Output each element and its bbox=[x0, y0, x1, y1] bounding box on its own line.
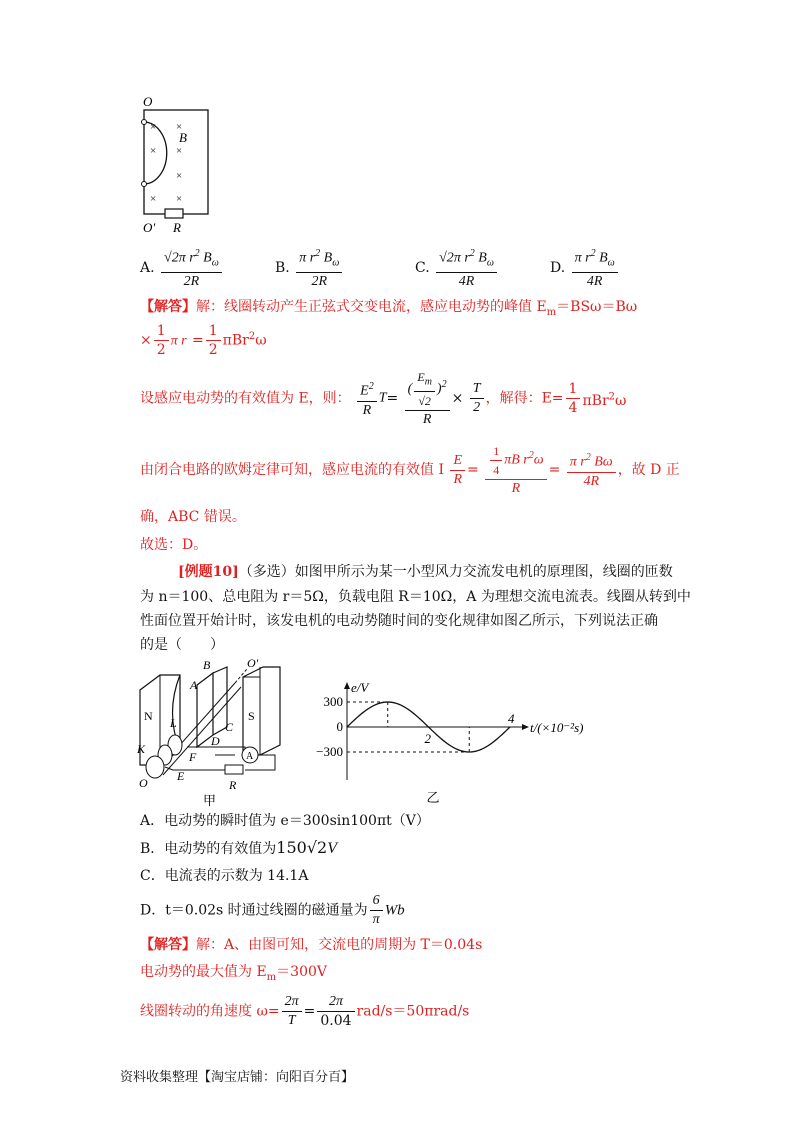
q9-option-c[interactable]: C. $\frac{√2\pi r^2 B_\omega}{4R}$ bbox=[415, 245, 499, 291]
cross-mark: × bbox=[176, 145, 183, 157]
x-axis-label: t/(×10⁻²s) bbox=[530, 720, 584, 735]
q10-option-b[interactable]: B．电动势的有效值为150√2V bbox=[140, 838, 337, 857]
q10-stem-line2: 为 n＝100、总电阻为 r＝5Ω，负载电阻 R＝10Ω，A 为理想交流电流表。线圈从转到中 bbox=[140, 589, 691, 605]
tick-label-4: 4 bbox=[508, 711, 515, 726]
caption-yi: 乙 bbox=[426, 790, 440, 805]
label-o-prime: O′ bbox=[143, 220, 156, 235]
tick-label-300: 300 bbox=[323, 694, 343, 709]
label-k: K bbox=[137, 742, 146, 756]
cross-mark: × bbox=[150, 121, 157, 133]
label-b: B bbox=[203, 658, 211, 672]
q9-answer-line5: 确，ABC 错误。 bbox=[140, 509, 246, 525]
label-o-prime: O′ bbox=[247, 656, 259, 670]
q9-answer-line2: × $\frac{1}{2}$ π r bbox=[140, 323, 187, 358]
q10-answer-line1: 【解答】解：A、由图可知，交流电的周期为 T＝0.04s bbox=[140, 937, 483, 953]
answer-tag: 【解答】 bbox=[140, 299, 196, 315]
q9-option-a[interactable]: A. $\frac{√2\pi r^2 B_\omega}{2R}$ bbox=[140, 245, 224, 291]
y-axis-arrow bbox=[344, 682, 350, 689]
label-d: D bbox=[211, 734, 220, 748]
label-l: L bbox=[170, 716, 177, 730]
y-axis-label: e/V bbox=[351, 680, 369, 695]
ammeter-label: A bbox=[246, 751, 254, 762]
q9-answer-line4: 由闭合电路的欧姆定律可知，感应电流的有效值 I $\frac{E}{R}$ = $\frac{1}{4}$ πB $r^2\omega$ R = $\frac{\pi r^2 B\omega}{4R}$ ，故 D 正 bbox=[140, 444, 680, 496]
label-r: R bbox=[173, 220, 181, 235]
q10-answer-line3: 线圈转动的角速度 ω= $\frac{2\pi}{T}$ = $\frac{2\pi}{0.04}$ rad/s＝50πrad/s bbox=[140, 994, 470, 1029]
cross-mark: × bbox=[176, 193, 183, 205]
cross-mark: × bbox=[176, 170, 183, 182]
q10-option-c[interactable]: C．电流表的示数为 14.1A bbox=[140, 868, 309, 884]
label-f: F bbox=[189, 750, 197, 764]
label-n: N bbox=[144, 709, 153, 723]
q10-stem-line4: 的是（ ） bbox=[140, 637, 224, 653]
q9-answer-line6: 故选：D。 bbox=[140, 537, 208, 553]
label-b: B bbox=[179, 130, 187, 145]
label-e: E bbox=[177, 769, 185, 783]
q10-stem-line1: [例题10]（多选）如图甲所示为某一小型风力交流发电机的原理图，线圈的匝数 bbox=[178, 564, 673, 580]
loop-field-figure bbox=[125, 92, 225, 237]
q9-option-b[interactable]: B. $\frac{\pi r^2 B_\omega}{2R}$ bbox=[275, 245, 344, 291]
example-tag: [例题10] bbox=[178, 564, 239, 580]
q10-option-a[interactable]: A．电动势的瞬时值为 e＝300sin100πt（V） bbox=[140, 813, 430, 829]
tick-label-2: 2 bbox=[424, 731, 431, 746]
label-o: O bbox=[143, 94, 153, 109]
q10-option-d[interactable]: D．t＝0.02s 时通过线圈的磁通量为 $\frac{6}{\pi}$ Wb bbox=[140, 893, 405, 927]
q9-answer-line1: 【解答】解：线圈转动产生正弦式交变电流，感应电动势的峰值 $E_m=BS\omega=B\omega$ bbox=[140, 299, 638, 318]
q10-stem-line3: 性面位置开始计时，该发电机的电动势随时间的变化规律如图乙所示，下列说法正确 bbox=[140, 613, 658, 629]
q9-answer-line3: 设感应电动势的有效值为 E，则： $\frac{E^2}{R}$ T= ( $\frac{E_m}{√2}$ )$^2$ R × $\frac{T}{2}$ ，解得：E= $\frac{1}{4}$ πBr$^2$ω bbox=[140, 370, 627, 428]
emf-sine-chart bbox=[305, 680, 595, 805]
tick-label-0: 0 bbox=[336, 719, 343, 734]
label-c: C bbox=[225, 720, 234, 734]
generator-diagram bbox=[135, 655, 300, 810]
label-a: A bbox=[190, 678, 198, 692]
footer-source: 资料收集整理【淘宝店铺：向阳百分百】 bbox=[120, 1070, 355, 1085]
q9-answer-line2b: = $\frac{1}{2}$ πBr$^2$ω bbox=[192, 323, 267, 358]
label-o: O bbox=[139, 776, 148, 790]
cross-mark: × bbox=[176, 121, 183, 133]
cross-mark: × bbox=[150, 193, 157, 205]
caption-jia: 甲 bbox=[203, 793, 217, 808]
x-axis-arrow bbox=[522, 724, 529, 730]
q10-answer-line2: 电动势的最大值为 $E_m=300V$ bbox=[140, 964, 327, 983]
tick-label-neg300: −300 bbox=[316, 744, 343, 759]
answer-tag: 【解答】 bbox=[140, 937, 196, 953]
label-r: R bbox=[229, 778, 237, 792]
label-s: S bbox=[248, 709, 255, 723]
cross-mark: × bbox=[150, 145, 157, 157]
q9-option-d[interactable]: D. $\frac{\pi r^2 B_\omega}{4R}$ bbox=[550, 245, 620, 291]
